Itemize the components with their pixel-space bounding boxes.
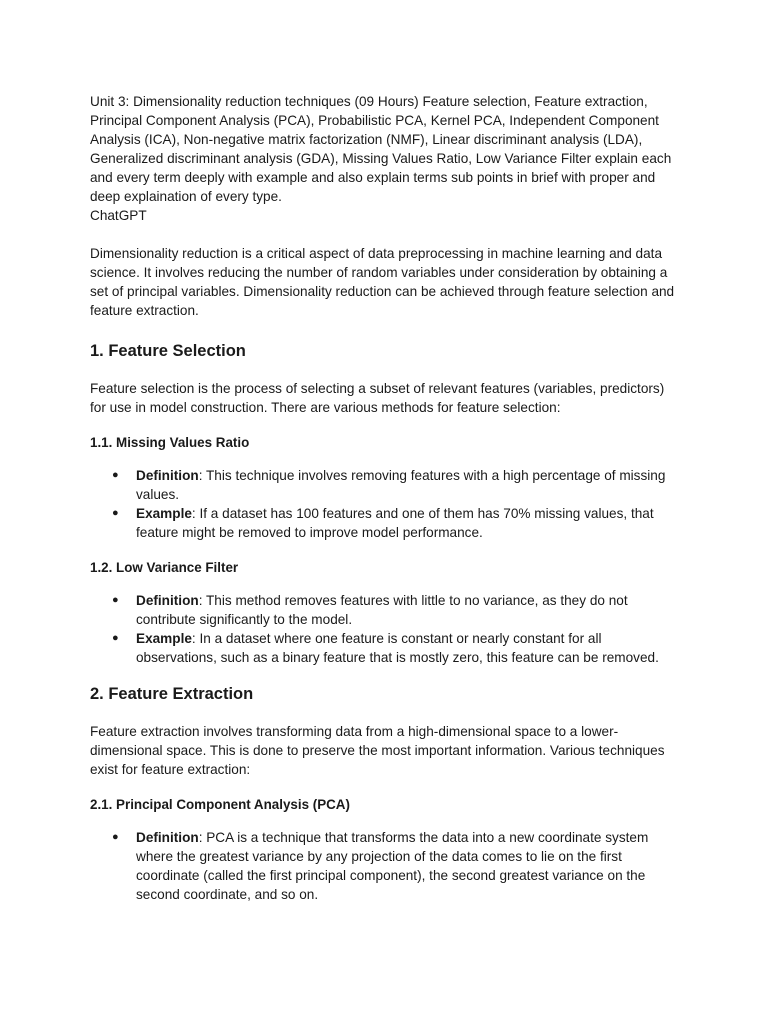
term-text: : If a dataset has 100 features and one of them has 70% missing values, that feature might be removed to improve model performance. (136, 506, 654, 540)
section-heading-feature-extraction: 2. Feature Extraction (90, 685, 254, 703)
subsection-heading-pca: 2.1. Principal Component Analysis (PCA) (90, 797, 350, 812)
bullet-icon: ● (112, 831, 119, 843)
bullet-icon: ● (112, 632, 119, 644)
term-text: : This technique involves removing features with a high percentage of missing values. (136, 468, 666, 502)
term-label: Definition (136, 830, 199, 845)
speaker-label: ChatGPT (90, 208, 147, 223)
bullet-list-pca (90, 828, 678, 904)
term-text: : PCA is a technique that transforms the data into a new coordinate system where the greatest variance by any projection of the data comes to lie on the first coordinate (called the first principal component), the second greatest variance on the second coordinate, and so on. (136, 830, 649, 902)
bullet-list-missing-values-ratio (90, 466, 678, 542)
section-intro-feature-extraction: Feature extraction involves transforming data from a high-dimensional space to a lower-dimensional space. This is done to preserve the most important information. Various techniques exist for feature extraction: (90, 724, 665, 777)
subsection-heading-low-variance-filter: 1.2. Low Variance Filter (90, 560, 239, 575)
term-label: Definition (136, 593, 199, 608)
list-item (112, 629, 678, 667)
bullet-icon: ● (112, 594, 119, 606)
subsection-heading-missing-values-ratio: 1.1. Missing Values Ratio (90, 435, 250, 450)
section-intro-feature-selection: Feature selection is the process of selecting a subset of relevant features (variables, predictors) for use in model construction. There are various methods for feature selection: (90, 381, 665, 415)
list-item (112, 828, 678, 904)
bullet-icon: ● (112, 507, 119, 519)
bullet-list-low-variance-filter (90, 591, 678, 667)
term-label: Example (136, 631, 192, 646)
user-prompt: Unit 3: Dimensionality reduction techniques (09 Hours) Feature selection, Feature extraction, Principal Component Analysis (PCA), Probabilistic PCA, Kernel PCA, Independent Component Analysis (ICA), Non-negative matrix factorization (NMF), Linear discriminant analysis (LDA), Generalized discriminant analysis (GDA), Missing Values Ratio, Low Variance Filter explain each and every term deeply with example and also explain terms sub points in brief with proper and deep explaination of every type. (90, 94, 672, 204)
term-label: Definition (136, 468, 199, 483)
term-text: : In a dataset where one feature is constant or nearly constant for all observations, such as a binary feature that is mostly zero, this feature can be removed. (136, 631, 659, 665)
intro-paragraph: Dimensionality reduction is a critical aspect of data preprocessing in machine learning and data science. It involves reducing the number of random variables under consideration by obtaining a set of principal variables. Dimensionality reduction can be achieved through feature selection and feature extraction. (90, 246, 675, 318)
list-item (112, 504, 678, 542)
list-item (112, 466, 678, 504)
bullet-icon: ● (112, 469, 119, 481)
term-label: Example (136, 506, 192, 521)
section-heading-feature-selection: 1. Feature Selection (90, 342, 246, 360)
list-item (112, 591, 678, 629)
term-text: : This method removes features with little to no variance, as they do not contribute significantly to the model. (136, 593, 628, 627)
